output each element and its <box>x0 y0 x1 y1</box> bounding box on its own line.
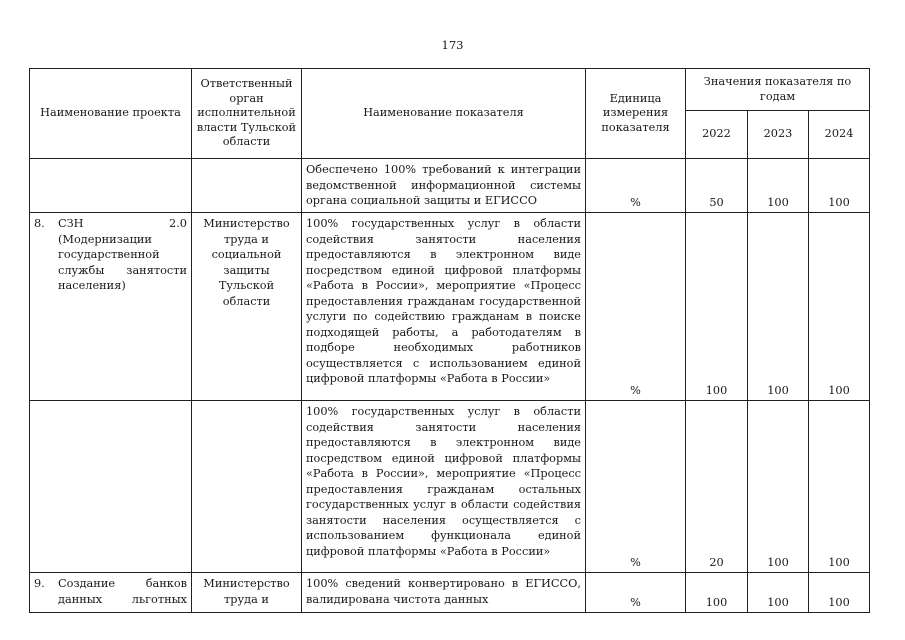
cell-value-2022: 100 <box>686 213 748 401</box>
cell-value-2023: 100 <box>748 159 809 213</box>
cell-value-2022: 20 <box>686 401 748 573</box>
indicator-line: занятости населения осуществляется с <box>306 513 581 527</box>
header-year-2024: 2024 <box>809 111 870 159</box>
indicator-line: 100% сведений конвертировано в ЕГИССО, <box>306 577 581 590</box>
header-project: Наименование проекта <box>30 69 192 159</box>
cell-value-2023: 100 <box>748 573 809 613</box>
project-title <box>58 216 187 294</box>
cell-project <box>30 401 192 573</box>
cell-indicator <box>302 159 586 213</box>
cell-project <box>30 573 192 613</box>
indicator-line: 100% государственных услуг в области <box>306 405 581 418</box>
indicator-line: цифровой платформы «Работа в России» <box>306 372 551 385</box>
cell-responsible <box>192 401 302 573</box>
indicator-line: предоставления гражданам остальных <box>306 482 581 496</box>
cell-value-2022: 50 <box>686 159 748 213</box>
cell-value-2024: 100 <box>809 573 870 613</box>
cell-responsible <box>192 213 302 401</box>
project-title-line: (Модернизации <box>58 232 152 246</box>
indicator-line: посредством единой цифровой платформы <box>306 451 581 465</box>
cell-responsible <box>192 159 302 213</box>
header-unit: Единица измерения показателя <box>586 69 686 159</box>
indicator-line: Обеспечено 100% требований к интеграции <box>306 163 581 176</box>
header-values-group: Значения показателя по годам <box>686 69 870 111</box>
indicator-line: «Работа в России», мероприятие «Процесс <box>306 467 581 480</box>
table-row <box>30 159 870 213</box>
responsible-line: Тульской <box>218 279 275 292</box>
project-title-line: населения) <box>58 279 126 292</box>
indicator-line: цифровой платформы «Работа в России» <box>306 544 551 558</box>
cell-value-2024: 100 <box>809 213 870 401</box>
responsible-line: труда и <box>224 592 269 606</box>
project-number: 8. <box>34 217 45 230</box>
indicator-line: предоставляются в электронном виде <box>306 248 581 261</box>
indicator-line: «Работа в России», мероприятие «Процесс <box>306 279 581 292</box>
indicator-line: использованием функционала единой <box>306 529 581 542</box>
project-title-line: СЗН 2.0 <box>58 217 187 230</box>
cell-value-2023: 100 <box>748 213 809 401</box>
indicator-line: содействия занятости населения <box>306 232 581 246</box>
indicator-line: ведомственной информационной системы <box>306 178 581 192</box>
indicator-line: осуществляется с использованием единой <box>306 356 581 370</box>
table-row <box>30 401 870 573</box>
indicator-line: 100% государственных услуг в области <box>306 217 581 230</box>
indicators-table <box>29 68 870 613</box>
project-title-line: данных льготных <box>58 592 187 606</box>
responsible-line: области <box>222 294 271 308</box>
header-year-2022: 2022 <box>686 111 748 159</box>
cell-value-2023: 100 <box>748 401 809 573</box>
project-number: 9. <box>34 577 45 590</box>
indicator-line: подходящей работы, а работодателям в <box>306 325 581 339</box>
cell-indicator <box>302 213 586 401</box>
indicator-line: валидирована чистота данных <box>306 592 489 606</box>
table-row <box>30 213 870 401</box>
cell-project <box>30 159 192 213</box>
project-title-line: государственной <box>58 248 160 261</box>
cell-unit: % <box>586 159 686 213</box>
header-row-1 <box>30 69 870 111</box>
cell-unit: % <box>586 401 686 573</box>
table-row <box>30 573 870 613</box>
header-indicator: Наименование показателя <box>302 69 586 159</box>
indicator-line: органа социальной защиты и ЕГИССО <box>306 194 537 207</box>
cell-indicator <box>302 573 586 613</box>
header-responsible: Ответственный орган исполнительной власти Тульской области <box>192 69 302 159</box>
indicator-line: содействия занятости населения <box>306 420 581 434</box>
responsible-line: защиты <box>223 263 270 277</box>
project-title <box>58 576 187 607</box>
responsible-line: Министерство <box>203 217 290 230</box>
indicator-line: государственных услуг в области содействия <box>306 498 581 511</box>
indicator-line: посредством единой цифровой платформы <box>306 263 581 277</box>
responsible-line: Министерство <box>203 577 290 590</box>
header-year-2023: 2023 <box>748 111 809 159</box>
responsible-line: социальной <box>211 248 282 261</box>
indicator-line: услуги по содействию гражданам в поиске <box>306 310 581 323</box>
project-title-line: Создание банков <box>58 577 187 590</box>
indicator-line: предоставляются в электронном виде <box>306 436 581 449</box>
page-number: 173 <box>441 38 464 52</box>
responsible-line: труда и <box>224 232 269 246</box>
cell-indicator <box>302 401 586 573</box>
cell-value-2024: 100 <box>809 159 870 213</box>
cell-responsible <box>192 573 302 613</box>
indicator-line: подборе необходимых работников <box>306 341 581 354</box>
cell-value-2022: 100 <box>686 573 748 613</box>
cell-unit: % <box>586 573 686 613</box>
cell-unit: % <box>586 213 686 401</box>
indicator-line: предоставления гражданам государственной <box>306 294 581 308</box>
cell-value-2024: 100 <box>809 401 870 573</box>
project-title-line: службы занятости <box>58 263 187 277</box>
cell-project <box>30 213 192 401</box>
